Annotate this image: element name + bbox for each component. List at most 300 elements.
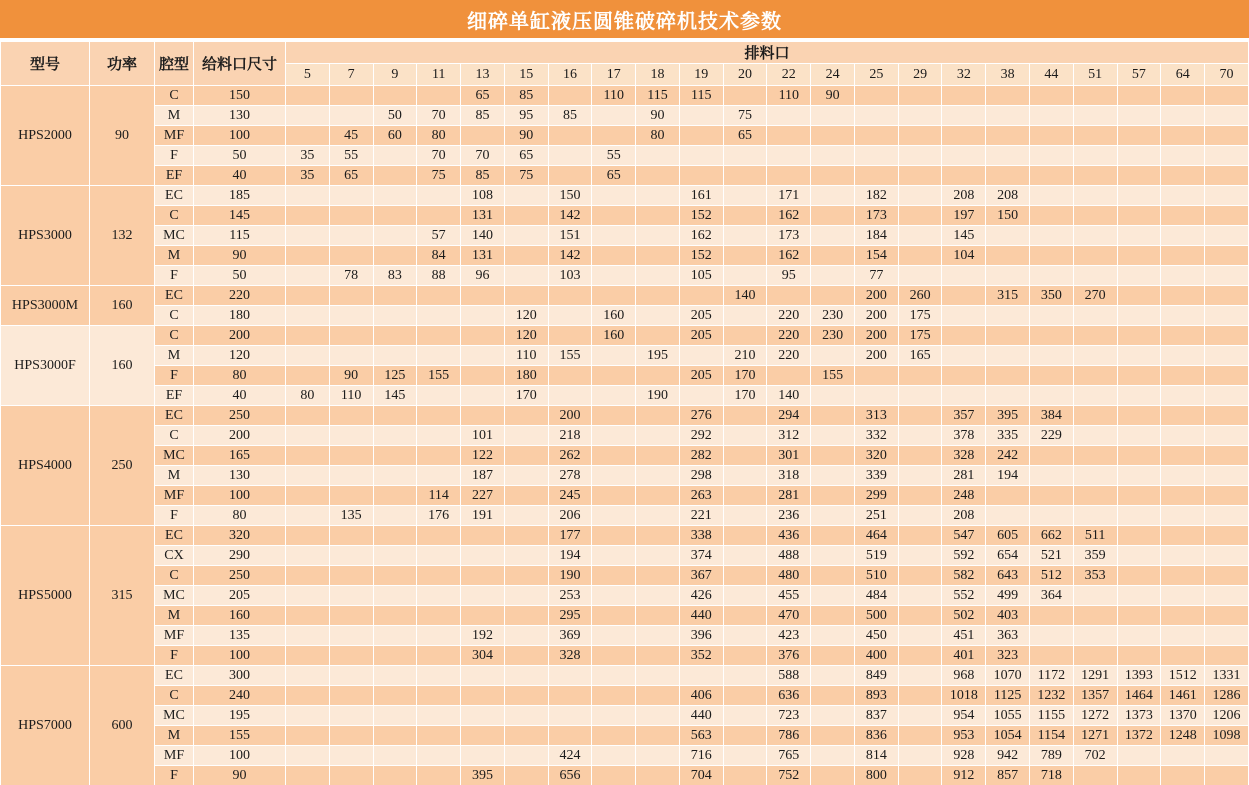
discharge-value-cell	[373, 186, 417, 206]
discharge-value-cell: 455	[767, 586, 811, 606]
discharge-value-cell	[1073, 166, 1117, 186]
cavity-cell: MF	[155, 626, 194, 646]
discharge-value-cell	[1030, 626, 1074, 646]
discharge-value-cell	[461, 346, 505, 366]
discharge-value-cell	[373, 246, 417, 266]
discharge-value-cell: 191	[461, 506, 505, 526]
discharge-value-cell	[898, 146, 942, 166]
discharge-value-cell	[723, 226, 767, 246]
discharge-value-cell: 248	[942, 486, 986, 506]
discharge-value-cell	[1161, 746, 1205, 766]
discharge-value-cell	[461, 326, 505, 346]
discharge-value-cell: 1206	[1205, 706, 1249, 726]
discharge-value-cell	[636, 526, 680, 546]
discharge-value-cell	[811, 426, 855, 446]
discharge-value-cell	[417, 406, 461, 426]
discharge-value-cell: 315	[986, 286, 1030, 306]
discharge-value-cell	[1161, 326, 1205, 346]
discharge-value-cell	[636, 466, 680, 486]
power-cell: 250	[90, 406, 155, 526]
discharge-value-cell	[373, 226, 417, 246]
discharge-value-cell	[329, 766, 373, 785]
feed-size-cell: 80	[194, 366, 286, 386]
discharge-value-cell	[286, 526, 330, 546]
discharge-value-cell	[1161, 186, 1205, 206]
discharge-value-cell	[329, 666, 373, 686]
discharge-value-cell: 335	[986, 426, 1030, 446]
cavity-cell: M	[155, 606, 194, 626]
discharge-value-cell: 175	[898, 326, 942, 346]
discharge-value-cell: 190	[548, 566, 592, 586]
discharge-value-cell	[286, 226, 330, 246]
discharge-value-cell: 451	[942, 626, 986, 646]
feed-size-cell: 50	[194, 146, 286, 166]
discharge-value-cell	[1117, 306, 1161, 326]
cavity-cell: MC	[155, 586, 194, 606]
model-cell: HPS5000	[1, 526, 90, 666]
spec-row	[1, 586, 1249, 606]
discharge-value-cell	[898, 646, 942, 666]
discharge-value-cell	[811, 206, 855, 226]
discharge-col-header: 44	[1030, 64, 1074, 86]
discharge-value-cell	[1117, 506, 1161, 526]
cavity-cell: C	[155, 206, 194, 226]
discharge-value-cell: 170	[723, 386, 767, 406]
discharge-value-cell	[723, 726, 767, 746]
discharge-value-cell: 395	[461, 766, 505, 785]
discharge-value-cell: 350	[1030, 286, 1074, 306]
discharge-value-cell	[1161, 646, 1205, 666]
discharge-value-cell	[373, 446, 417, 466]
discharge-value-cell: 70	[417, 146, 461, 166]
discharge-value-cell: 35	[286, 166, 330, 186]
discharge-value-cell: 65	[723, 126, 767, 146]
discharge-value-cell	[1073, 346, 1117, 366]
discharge-value-cell	[1117, 606, 1161, 626]
cavity-cell: M	[155, 466, 194, 486]
discharge-value-cell	[417, 686, 461, 706]
discharge-value-cell	[286, 366, 330, 386]
discharge-value-cell: 85	[504, 86, 548, 106]
discharge-value-cell	[811, 286, 855, 306]
discharge-value-cell	[636, 546, 680, 566]
discharge-value-cell	[592, 746, 636, 766]
discharge-value-cell	[504, 666, 548, 686]
discharge-value-cell	[548, 126, 592, 146]
discharge-value-cell	[986, 106, 1030, 126]
discharge-value-cell: 423	[767, 626, 811, 646]
discharge-value-cell	[1117, 526, 1161, 546]
discharge-value-cell: 849	[854, 666, 898, 686]
discharge-value-cell	[767, 286, 811, 306]
discharge-value-cell	[461, 606, 505, 626]
discharge-value-cell: 194	[986, 466, 1030, 486]
discharge-value-cell	[373, 146, 417, 166]
discharge-value-cell	[723, 306, 767, 326]
discharge-value-cell: 175	[898, 306, 942, 326]
discharge-value-cell	[1030, 106, 1074, 126]
discharge-value-cell	[1161, 306, 1205, 326]
discharge-value-cell	[942, 126, 986, 146]
power-cell: 90	[90, 86, 155, 186]
discharge-value-cell: 281	[942, 466, 986, 486]
discharge-value-cell	[1030, 166, 1074, 186]
discharge-value-cell: 195	[636, 346, 680, 366]
discharge-value-cell: 162	[679, 226, 723, 246]
discharge-value-cell: 160	[592, 306, 636, 326]
discharge-value-cell	[811, 586, 855, 606]
discharge-value-cell: 75	[504, 166, 548, 186]
feed-size-cell: 100	[194, 486, 286, 506]
discharge-value-cell	[373, 606, 417, 626]
discharge-value-cell	[679, 666, 723, 686]
cavity-cell: MC	[155, 226, 194, 246]
discharge-value-cell: 65	[329, 166, 373, 186]
discharge-value-cell: 313	[854, 406, 898, 426]
discharge-value-cell	[1205, 506, 1249, 526]
discharge-value-cell: 1512	[1161, 666, 1205, 686]
discharge-value-cell: 338	[679, 526, 723, 546]
cavity-cell: MF	[155, 126, 194, 146]
discharge-value-cell	[1205, 466, 1249, 486]
discharge-value-cell	[592, 606, 636, 626]
discharge-value-cell: 512	[1030, 566, 1074, 586]
discharge-value-cell	[1117, 246, 1161, 266]
discharge-value-cell	[1161, 566, 1205, 586]
discharge-value-cell: 60	[373, 126, 417, 146]
discharge-col-header: 24	[811, 64, 855, 86]
discharge-value-cell: 376	[767, 646, 811, 666]
discharge-value-cell	[1030, 386, 1074, 406]
discharge-value-cell	[986, 86, 1030, 106]
discharge-value-cell	[504, 266, 548, 286]
discharge-value-cell	[417, 726, 461, 746]
discharge-value-cell	[373, 666, 417, 686]
discharge-value-cell	[1117, 346, 1161, 366]
discharge-value-cell	[898, 686, 942, 706]
discharge-value-cell: 263	[679, 486, 723, 506]
discharge-col-header: 5	[286, 64, 330, 86]
discharge-value-cell: 401	[942, 646, 986, 666]
discharge-value-cell	[1073, 306, 1117, 326]
discharge-value-cell	[504, 726, 548, 746]
discharge-value-cell	[767, 126, 811, 146]
discharge-value-cell	[986, 226, 1030, 246]
cavity-cell: CX	[155, 546, 194, 566]
discharge-value-cell: 152	[679, 246, 723, 266]
spec-row	[1, 706, 1249, 726]
discharge-value-cell	[723, 466, 767, 486]
discharge-value-cell: 114	[417, 486, 461, 506]
discharge-value-cell	[1073, 106, 1117, 126]
spec-row	[1, 246, 1249, 266]
discharge-value-cell	[1030, 366, 1074, 386]
discharge-value-cell	[373, 166, 417, 186]
discharge-value-cell	[373, 286, 417, 306]
discharge-value-cell	[723, 686, 767, 706]
feed-size-cell: 180	[194, 306, 286, 326]
discharge-value-cell	[548, 306, 592, 326]
discharge-value-cell: 521	[1030, 546, 1074, 566]
discharge-value-cell	[1073, 226, 1117, 246]
feed-size-cell: 120	[194, 346, 286, 366]
discharge-value-cell	[504, 566, 548, 586]
discharge-value-cell: 294	[767, 406, 811, 426]
discharge-value-cell	[592, 386, 636, 406]
discharge-value-cell: 299	[854, 486, 898, 506]
discharge-value-cell	[286, 446, 330, 466]
feed-size-cell: 165	[194, 446, 286, 466]
discharge-value-cell: 352	[679, 646, 723, 666]
table-body	[1, 86, 1249, 785]
discharge-value-cell: 403	[986, 606, 1030, 626]
discharge-value-cell	[329, 306, 373, 326]
discharge-value-cell: 396	[679, 626, 723, 646]
discharge-value-cell	[592, 486, 636, 506]
discharge-value-cell: 954	[942, 706, 986, 726]
discharge-value-cell	[1161, 486, 1205, 506]
discharge-value-cell	[986, 506, 1030, 526]
discharge-value-cell	[898, 546, 942, 566]
feed-size-cell: 185	[194, 186, 286, 206]
discharge-value-cell	[679, 386, 723, 406]
discharge-value-cell	[329, 686, 373, 706]
discharge-value-cell: 588	[767, 666, 811, 686]
discharge-value-cell: 104	[942, 246, 986, 266]
discharge-value-cell	[898, 526, 942, 546]
discharge-value-cell	[636, 606, 680, 626]
discharge-value-cell: 236	[767, 506, 811, 526]
discharge-value-cell: 180	[504, 366, 548, 386]
discharge-value-cell: 165	[898, 346, 942, 366]
discharge-value-cell	[723, 546, 767, 566]
discharge-value-cell	[723, 666, 767, 686]
discharge-col-header: 9	[373, 64, 417, 86]
discharge-value-cell	[636, 766, 680, 785]
spec-row	[1, 266, 1249, 286]
discharge-value-cell	[417, 746, 461, 766]
discharge-value-cell	[811, 646, 855, 666]
feed-size-cell: 40	[194, 166, 286, 186]
model-cell: HPS3000F	[1, 326, 90, 406]
discharge-value-cell	[548, 86, 592, 106]
discharge-value-cell	[1030, 266, 1074, 286]
discharge-value-cell	[329, 186, 373, 206]
discharge-value-cell	[1161, 626, 1205, 646]
discharge-value-cell: 320	[854, 446, 898, 466]
discharge-value-cell	[592, 106, 636, 126]
discharge-value-cell: 1070	[986, 666, 1030, 686]
discharge-value-cell	[373, 586, 417, 606]
spec-row	[1, 466, 1249, 486]
discharge-value-cell	[286, 426, 330, 446]
discharge-value-cell: 131	[461, 206, 505, 226]
cavity-cell: MC	[155, 446, 194, 466]
spec-row	[1, 366, 1249, 386]
discharge-value-cell	[592, 646, 636, 666]
discharge-value-cell: 1461	[1161, 686, 1205, 706]
discharge-value-cell	[461, 406, 505, 426]
discharge-value-cell	[504, 246, 548, 266]
discharge-value-cell	[636, 746, 680, 766]
discharge-value-cell	[636, 406, 680, 426]
spec-row	[1, 286, 1249, 306]
discharge-value-cell	[1073, 646, 1117, 666]
spec-row	[1, 646, 1249, 666]
discharge-value-cell: 140	[723, 286, 767, 306]
discharge-value-cell: 90	[504, 126, 548, 146]
discharge-value-cell	[1073, 766, 1117, 785]
discharge-value-cell	[1117, 366, 1161, 386]
discharge-value-cell	[723, 206, 767, 226]
discharge-value-cell	[1030, 646, 1074, 666]
discharge-value-cell	[504, 706, 548, 726]
discharge-value-cell	[417, 706, 461, 726]
discharge-value-cell: 450	[854, 626, 898, 646]
discharge-value-cell: 968	[942, 666, 986, 686]
discharge-value-cell	[373, 486, 417, 506]
feed-size-cell: 100	[194, 646, 286, 666]
discharge-col-header: 70	[1205, 64, 1249, 86]
discharge-value-cell	[329, 626, 373, 646]
spec-row	[1, 426, 1249, 446]
cavity-cell: C	[155, 306, 194, 326]
discharge-value-cell	[417, 346, 461, 366]
feed-size-cell: 205	[194, 586, 286, 606]
discharge-value-cell	[1205, 566, 1249, 586]
discharge-value-cell	[942, 306, 986, 326]
discharge-value-cell	[767, 166, 811, 186]
discharge-value-cell: 70	[461, 146, 505, 166]
discharge-value-cell	[592, 726, 636, 746]
discharge-value-cell: 173	[767, 226, 811, 246]
discharge-value-cell	[548, 666, 592, 686]
discharge-value-cell	[811, 186, 855, 206]
discharge-value-cell: 200	[854, 326, 898, 346]
discharge-value-cell	[811, 746, 855, 766]
discharge-value-cell	[1117, 266, 1161, 286]
discharge-value-cell: 436	[767, 526, 811, 546]
discharge-value-cell: 80	[286, 386, 330, 406]
discharge-value-cell	[461, 366, 505, 386]
discharge-value-cell	[1117, 126, 1161, 146]
cavity-cell: F	[155, 266, 194, 286]
discharge-col-header: 32	[942, 64, 986, 86]
discharge-value-cell	[1161, 266, 1205, 286]
spec-row	[1, 86, 1249, 106]
discharge-value-cell	[1205, 426, 1249, 446]
discharge-value-cell: 1098	[1205, 726, 1249, 746]
discharge-value-cell: 110	[592, 86, 636, 106]
feed-size-cell: 240	[194, 686, 286, 706]
discharge-value-cell: 205	[679, 366, 723, 386]
feed-size-cell: 250	[194, 406, 286, 426]
cavity-cell: C	[155, 566, 194, 586]
discharge-value-cell	[854, 146, 898, 166]
discharge-value-cell	[1161, 586, 1205, 606]
discharge-value-cell: 312	[767, 426, 811, 446]
discharge-value-cell	[461, 686, 505, 706]
discharge-value-cell	[1030, 606, 1074, 626]
discharge-value-cell	[461, 566, 505, 586]
discharge-value-cell	[636, 326, 680, 346]
discharge-value-cell	[461, 286, 505, 306]
feed-size-cell: 250	[194, 566, 286, 586]
discharge-value-cell	[1030, 206, 1074, 226]
discharge-value-cell	[898, 446, 942, 466]
discharge-value-cell	[373, 646, 417, 666]
discharge-value-cell	[636, 566, 680, 586]
discharge-value-cell: 488	[767, 546, 811, 566]
discharge-value-cell: 1155	[1030, 706, 1074, 726]
spec-row	[1, 626, 1249, 646]
discharge-value-cell	[504, 766, 548, 785]
spec-table	[0, 41, 1249, 785]
discharge-col-header: 16	[548, 64, 592, 86]
discharge-value-cell	[286, 466, 330, 486]
discharge-value-cell: 88	[417, 266, 461, 286]
discharge-value-cell	[373, 546, 417, 566]
spec-row	[1, 386, 1249, 406]
discharge-value-cell: 406	[679, 686, 723, 706]
spec-row	[1, 686, 1249, 706]
discharge-value-cell	[1205, 266, 1249, 286]
discharge-value-cell	[636, 226, 680, 246]
discharge-value-cell: 194	[548, 546, 592, 566]
discharge-value-cell	[723, 706, 767, 726]
discharge-value-cell: 260	[898, 286, 942, 306]
discharge-value-cell	[1205, 486, 1249, 506]
discharge-value-cell: 470	[767, 606, 811, 626]
discharge-value-cell	[504, 486, 548, 506]
discharge-value-cell: 171	[767, 186, 811, 206]
spec-row	[1, 346, 1249, 366]
discharge-col-header: 29	[898, 64, 942, 86]
discharge-value-cell	[329, 106, 373, 126]
discharge-value-cell	[373, 86, 417, 106]
discharge-value-cell	[636, 286, 680, 306]
discharge-value-cell	[636, 246, 680, 266]
power-cell: 315	[90, 526, 155, 666]
discharge-value-cell: 251	[854, 506, 898, 526]
discharge-value-cell: 440	[679, 606, 723, 626]
discharge-value-cell	[1205, 746, 1249, 766]
spec-row	[1, 206, 1249, 226]
discharge-value-cell	[286, 106, 330, 126]
discharge-value-cell	[504, 446, 548, 466]
discharge-value-cell: 177	[548, 526, 592, 546]
cavity-cell: MF	[155, 486, 194, 506]
discharge-value-cell	[723, 86, 767, 106]
discharge-value-cell: 65	[461, 86, 505, 106]
cavity-cell: F	[155, 146, 194, 166]
discharge-col-header: 17	[592, 64, 636, 86]
discharge-value-cell	[286, 766, 330, 785]
discharge-value-cell	[723, 246, 767, 266]
discharge-value-cell	[592, 526, 636, 546]
discharge-value-cell	[811, 446, 855, 466]
discharge-value-cell	[898, 606, 942, 626]
discharge-value-cell	[329, 646, 373, 666]
discharge-value-cell: 200	[854, 346, 898, 366]
discharge-value-cell	[329, 746, 373, 766]
discharge-value-cell	[898, 206, 942, 226]
discharge-value-cell	[286, 566, 330, 586]
discharge-value-cell	[1030, 186, 1074, 206]
discharge-value-cell	[286, 286, 330, 306]
discharge-value-cell	[942, 386, 986, 406]
cavity-cell: M	[155, 106, 194, 126]
